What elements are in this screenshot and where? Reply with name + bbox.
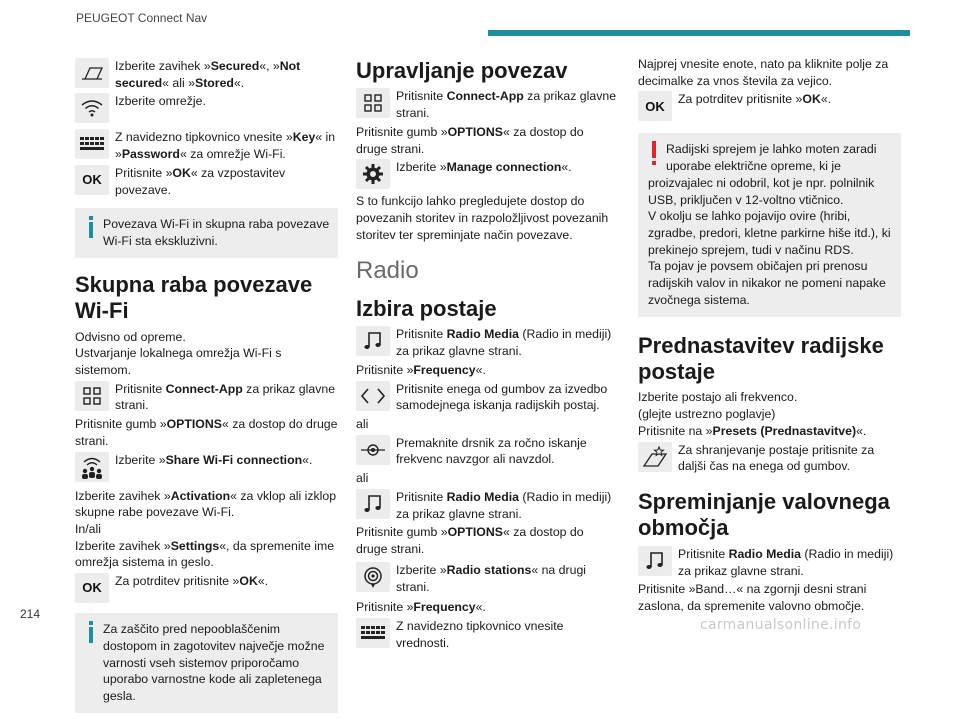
warning-text: proizvajalec ni odobril, kot je npr. polnilnik USB, priključen v 12-voltno vtičnico. xyxy=(648,175,875,207)
instruction-text: Pritisnite Radio Media (Radio in mediji) za prikaz glavne strani. xyxy=(396,489,612,521)
warning-text: Radijski sprejem je lahko moten zaradi uporabe električne opreme, ki je xyxy=(666,142,877,174)
ok-icon: OK xyxy=(75,573,109,603)
instruction-row xyxy=(638,91,901,121)
apps-grid-icon xyxy=(75,381,109,411)
wifi-share-icon xyxy=(75,452,109,482)
apps-grid-icon xyxy=(356,88,390,118)
paragraph: ali xyxy=(356,417,369,432)
ok-icon: OK xyxy=(638,91,672,121)
warning-icon xyxy=(648,141,660,174)
header-accent-bar xyxy=(488,30,910,36)
instruction-text: Premaknite drsnik za ročno iskanje frekvenc navzgor ali navzdol. xyxy=(396,435,587,467)
instruction-text: Izberite »Share Wi-Fi connection«. xyxy=(115,452,313,467)
instruction-text: Za potrditev pritisnite »OK«. xyxy=(115,574,269,589)
music-note-icon xyxy=(356,326,390,356)
instruction-text: Izberite zavihek »Secured«, »Not secured« ali »Stored«. xyxy=(115,59,301,90)
instruction-text: Za shranjevanje postaje pritisnite za daljši čas na enega od gumbov. xyxy=(678,442,875,474)
instruction-row xyxy=(356,381,618,414)
pencil-icon xyxy=(75,58,109,88)
instruction-row xyxy=(75,93,338,123)
ok-icon: OK xyxy=(75,165,109,195)
music-note-icon xyxy=(638,546,672,576)
paragraph: Ustvarjanje lokalnega omrežja Wi-Fi s sistemom. xyxy=(75,346,282,377)
instruction-text: Pritisnite enega od gumbov za izvedbo samodejnega iskanja radijskih postaj. xyxy=(396,381,608,413)
slider-icon xyxy=(356,435,390,465)
section-heading: Skupna raba povezave Wi-Fi xyxy=(75,271,313,324)
instruction-row xyxy=(638,442,901,475)
instruction-row xyxy=(356,489,618,522)
section-heading: Prednastavitev radijske postaje xyxy=(638,332,884,385)
instruction-row xyxy=(75,452,338,482)
info-icon xyxy=(85,621,97,705)
chapter-title: Radio xyxy=(356,257,419,285)
instruction-row xyxy=(75,58,338,91)
paragraph: Izberite zavihek »Settings«, da spremenite ime omrežja sistema in geslo. xyxy=(75,538,335,570)
paragraph: Pritisnite gumb »OPTIONS« za dostop do druge strani. xyxy=(356,525,584,557)
paragraph: (glejte ustrezno poglavje) xyxy=(638,407,776,422)
paragraph: S to funkcijo lahko pregledujete dostop do povezanih storitev in razpoložljivost povezanih storitev ter spreminjate način povezave. xyxy=(356,194,609,242)
instruction-text: Pritisnite »OK« za vzpostavitev povezave. xyxy=(115,165,286,197)
paragraph: Pritisnite »Frequency«. xyxy=(356,362,486,377)
paragraph: Pritisnite na »Presets (Prednastavitve)«. xyxy=(638,423,867,438)
info-note xyxy=(75,208,338,257)
instruction-text: Pritisnite Radio Media (Radio in mediji) za prikaz glavne strani. xyxy=(678,546,894,578)
gear-icon xyxy=(356,159,390,189)
keyboard-icon xyxy=(356,618,390,648)
column-3 xyxy=(638,56,901,615)
instruction-row xyxy=(75,381,338,414)
music-note-icon xyxy=(356,489,390,519)
instruction-text: Za potrditev pritisnite »OK«. xyxy=(678,92,832,107)
instruction-row xyxy=(356,618,618,651)
instruction-row xyxy=(356,88,618,121)
paragraph: Najprej vnesite enote, nato pa kliknite polje za decimalke za vnos števila za vejico. xyxy=(638,57,889,88)
instruction-text: Izberite »Radio stations« na drugi strani. xyxy=(396,562,587,594)
instruction-text: Izberite »Manage connection«. xyxy=(396,160,572,175)
instruction-row xyxy=(75,129,338,162)
instruction-row xyxy=(356,562,618,595)
warning-text: Ta pojav je povsem običajen pri prenosu radijskih valov in nikakor ne pomeni napake zvočnega sistema. xyxy=(648,259,886,307)
info-note xyxy=(75,613,338,713)
section-heading: Izbira postaje xyxy=(356,296,497,322)
watermark: carmanualsonline.info xyxy=(700,617,862,633)
info-icon xyxy=(85,216,97,249)
warning-note xyxy=(638,133,901,316)
section-heading: Spreminjanje valovnega območja xyxy=(638,489,890,541)
instruction-row xyxy=(75,573,338,603)
instruction-text: Izberite omrežje. xyxy=(115,94,206,109)
star-presets-icon xyxy=(638,442,672,472)
warning-text: V okolju se lahko pojavijo ovire (hribi, zgradbe, predori, kletne parkirne hiše itd.), ki prekinejo sprejem, tudi v načinu RDS. xyxy=(648,209,891,257)
instruction-text: Pritisnite Connect-App za prikaz glavne strani. xyxy=(396,89,617,121)
paragraph: Izberite postajo ali frekvenco. xyxy=(638,390,798,405)
paragraph: Pritisnite »Frequency«. xyxy=(356,600,486,615)
header-title: PEUGEOT Connect Nav xyxy=(76,11,208,25)
instruction-text: Pritisnite Radio Media (Radio in mediji) za prikaz glavne strani. xyxy=(396,327,612,359)
paragraph: Izberite zavihek »Activation« za vklop ali izklop skupne rabe povezave Wi-Fi. xyxy=(75,488,337,520)
instruction-row xyxy=(356,435,618,468)
column-2 xyxy=(356,56,618,653)
instruction-row xyxy=(356,326,618,359)
paragraph: Pritisnite gumb »OPTIONS« za dostop do druge strani. xyxy=(356,124,584,156)
info-note-text: Povezava Wi-Fi in skupna raba povezave Wi-Fi sta ekskluzivni. xyxy=(103,217,330,249)
paragraph: Pritisnite gumb »OPTIONS« za dostop do druge strani. xyxy=(75,417,338,448)
instruction-text: Z navidezno tipkovnico vnesite »Key« in »Password« za omrežje Wi-Fi. xyxy=(115,130,336,162)
instruction-row xyxy=(75,165,338,198)
page-number: 214 xyxy=(20,607,41,621)
instruction-text: Z navidezno tipkovnico vnesite vrednosti. xyxy=(396,618,564,650)
paragraph: Odvisno od opreme. xyxy=(75,329,186,344)
instruction-text: Pritisnite Connect-App za prikaz glavne strani. xyxy=(115,381,336,413)
column-1 xyxy=(75,56,338,719)
paragraph: ali xyxy=(356,471,369,486)
radio-station-icon xyxy=(356,562,390,592)
chevrons-icon xyxy=(356,381,390,411)
wifi-icon xyxy=(75,93,109,123)
paragraph: In/ali xyxy=(75,522,101,536)
section-heading: Upravljanje povezav xyxy=(356,58,568,83)
info-note-text: Za zaščito pred nepooblaščenim dostopom in zagotovitev največje možne varnosti vseh sistemov priporočamo uporabo varnostne kode ali zapletenega gesla. xyxy=(103,622,325,704)
paragraph: Pritisnite »Band…« na zgornji desni strani zaslona, da spremenite valovno območje. xyxy=(638,582,867,613)
keyboard-icon xyxy=(75,129,109,159)
instruction-row xyxy=(638,546,901,579)
instruction-row xyxy=(356,159,618,189)
